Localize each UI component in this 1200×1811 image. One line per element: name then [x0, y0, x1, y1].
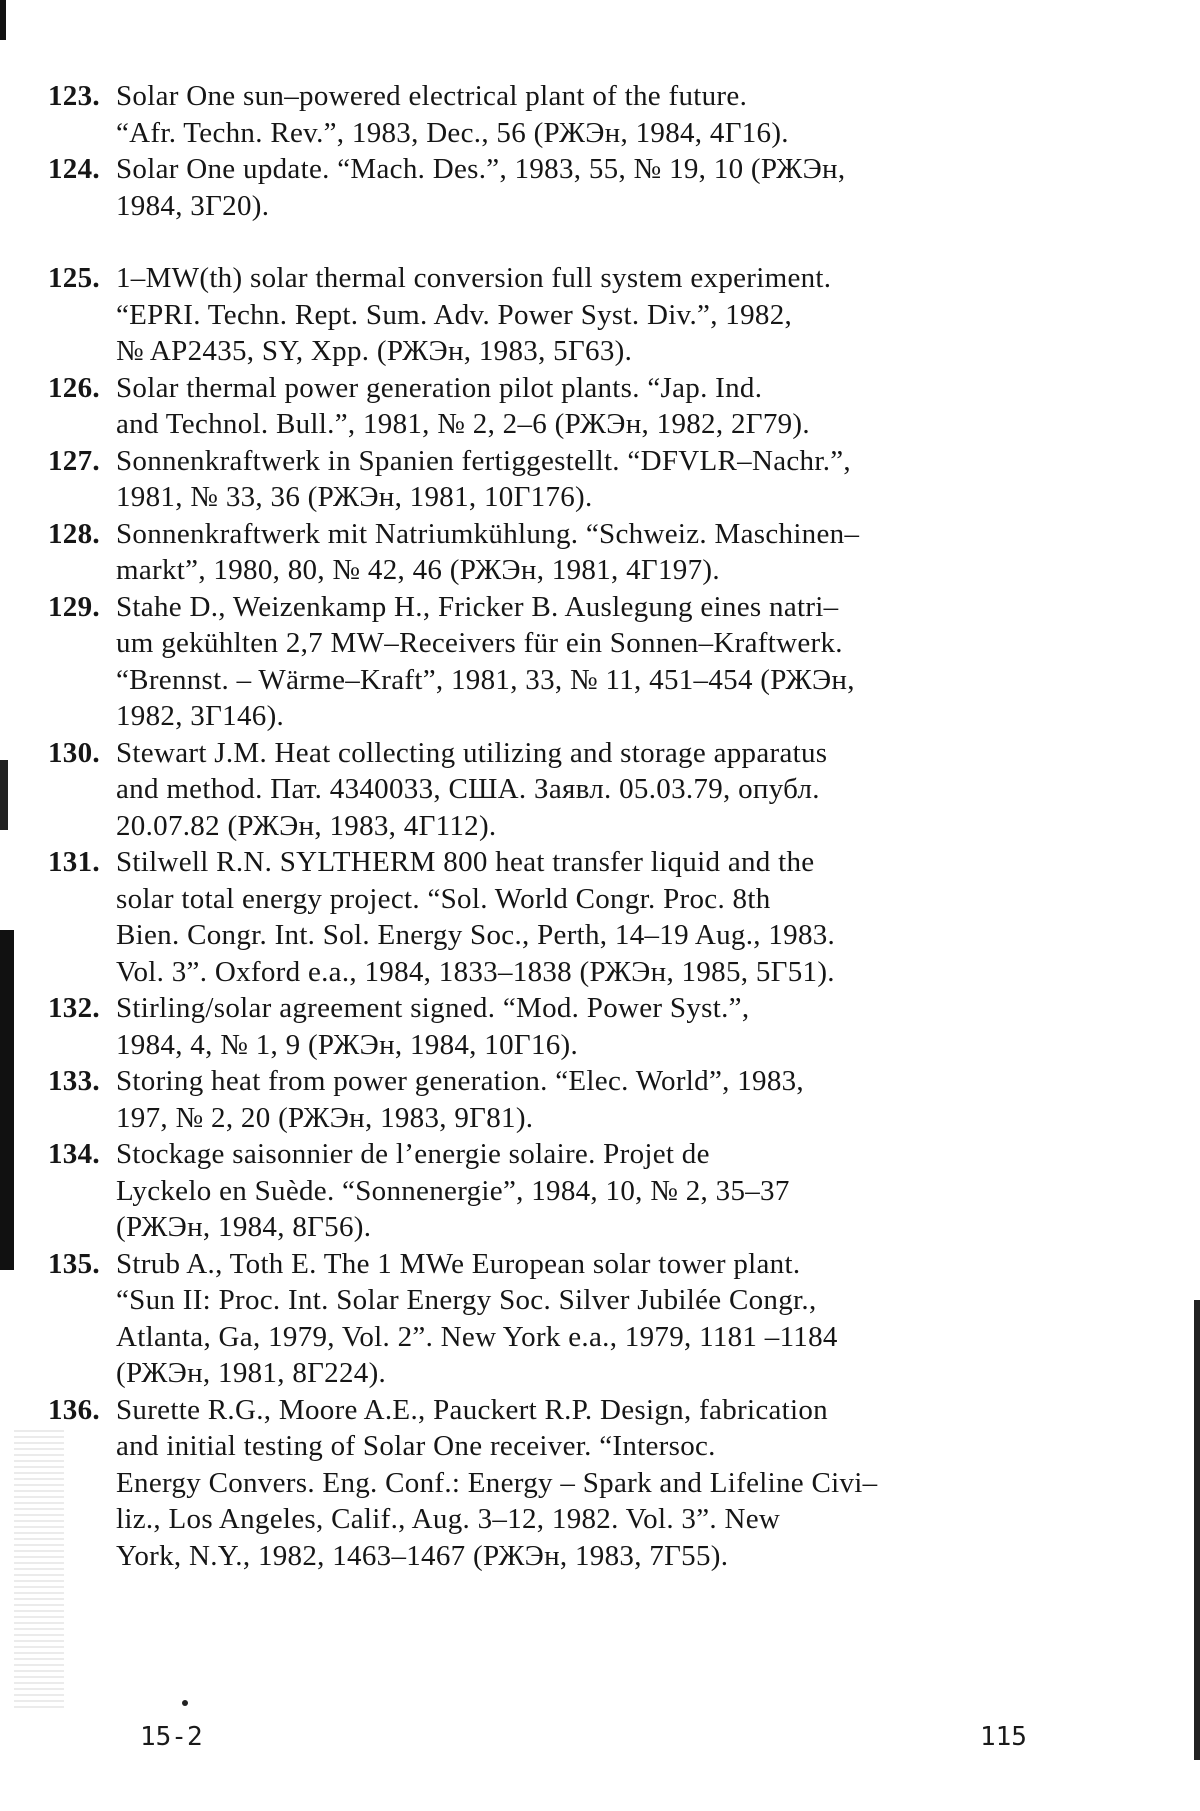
- entry-line: Stewart J.M. Heat collecting utilizing and storage apparatus: [116, 736, 828, 769]
- entry-line: (РЖЭн, 1984, 8Г56).: [116, 1211, 372, 1243]
- bibliography-entry: [48, 370, 1048, 443]
- bibliography-entry: [48, 589, 1048, 735]
- section-code: 15-2: [140, 1722, 203, 1752]
- entry-number: 131.: [48, 846, 100, 878]
- entry-line: Atlanta, Ga, 1979, Vol. 2”. New York e.a., 1979, 1181 –1184: [116, 1320, 838, 1353]
- entry-line: markt”, 1980, 80, № 42, 46 (РЖЭн, 1981, 4Г197).: [116, 554, 720, 586]
- bibliography-entry: [48, 260, 1048, 370]
- entry-line: Surette R.G., Moore A.E., Pauckert R.P. Design, fabrication: [116, 1393, 828, 1426]
- bibliography-entry: [48, 844, 1048, 990]
- entry-text: [116, 990, 1048, 1063]
- bibliography-entry: [48, 990, 1048, 1063]
- entry-line: Storing heat from power generation. “Elec. World”, 1983,: [116, 1065, 804, 1097]
- entry-line: “EPRI. Techn. Rept. Sum. Adv. Power Syst. Div.”, 1982,: [116, 298, 793, 331]
- entry-text: [116, 151, 1048, 224]
- bibliography-entry: [48, 1246, 1048, 1392]
- entry-line: York, N.Y., 1982, 1463–1467 (РЖЭн, 1983, 7Г55).: [116, 1539, 729, 1572]
- entry-line: and initial testing of Solar One receiver. “Intersoc.: [116, 1430, 716, 1462]
- entry-line: Bien. Congr. Int. Sol. Energy Soc., Perth, 14–19 Aug., 1983.: [116, 919, 836, 951]
- entry-text: [116, 589, 1048, 735]
- entry-line: solar total energy project. “Sol. World Congr. Proc. 8th: [116, 882, 771, 915]
- entry-line: 197, № 2, 20 (РЖЭн, 1983, 9Г81).: [116, 1101, 534, 1134]
- scan-edge-shadow: [1194, 1300, 1200, 1760]
- entry-line: Stirling/solar agreement signed. “Mod. Power Syst.”,: [116, 992, 750, 1024]
- entry-line: Solar thermal power generation pilot plants. “Jap. Ind.: [116, 371, 763, 404]
- entry-text: [116, 1392, 1048, 1575]
- entry-number: 125.: [48, 262, 100, 294]
- entry-text: [116, 1246, 1048, 1392]
- entry-text: [116, 844, 1048, 990]
- entry-line: 1984, 4, № 1, 9 (РЖЭн, 1984, 10Г16).: [116, 1028, 579, 1061]
- bibliography-entry: [48, 78, 1048, 151]
- entry-line: Solar One update. “Mach. Des.”, 1983, 55, № 19, 10 (РЖЭн,: [116, 153, 846, 185]
- entry-number: 124.: [48, 153, 100, 185]
- entry-number: 132.: [48, 992, 100, 1024]
- bibliography-entry: [48, 151, 1048, 224]
- entry-line: “Sun II: Proc. Int. Solar Energy Soc. Silver Jubilée Congr.,: [116, 1284, 817, 1316]
- entry-line: and method. Пат. 4340033, США. Заявл. 05.03.79, опубл.: [116, 773, 820, 805]
- bibliography-page: [48, 78, 1048, 1574]
- entry-text: [116, 735, 1048, 845]
- entry-line: um gekühlten 2,7 MW–Receivers für ein Sonnen–Kraftwerk.: [116, 627, 843, 659]
- bibliography-entry: [48, 516, 1048, 589]
- entry-gap: [48, 224, 1048, 260]
- entry-line: and Technol. Bull.”, 1981, № 2, 2–6 (РЖЭн, 1982, 2Г79).: [116, 408, 810, 440]
- entry-number: 134.: [48, 1138, 100, 1170]
- entry-text: [116, 1136, 1048, 1246]
- entry-text: [116, 1063, 1048, 1136]
- entry-line: Sonnenkraftwerk in Spanien fertiggestellt. “DFVLR–Nachr.”,: [116, 444, 851, 477]
- entry-line: liz., Los Angeles, Calif., Aug. 3–12, 1982. Vol. 3”. New: [116, 1503, 781, 1535]
- entry-line: “Brennst. – Wärme–Kraft”, 1981, 33, № 11, 451–454 (РЖЭн,: [116, 663, 855, 696]
- scan-edge-shadow: [0, 930, 14, 1270]
- entry-text: [116, 260, 1048, 370]
- entry-line: Stahe D., Weizenkamp H., Fricker B. Auslegung eines natri–: [116, 590, 839, 623]
- entry-line: Strub A., Toth E. The 1 MWe European solar tower plant.: [116, 1247, 801, 1280]
- entry-number: 127.: [48, 444, 100, 477]
- bibliography-entry: [48, 1136, 1048, 1246]
- entry-line: Stilwell R.N. SYLTHERM 800 heat transfer liquid and the: [116, 846, 815, 878]
- entry-text: [116, 370, 1048, 443]
- entry-line: 1981, № 33, 36 (РЖЭн, 1981, 10Г176).: [116, 481, 593, 513]
- bibliography-entry: [48, 443, 1048, 516]
- entry-text: [116, 443, 1048, 516]
- entry-number: 123.: [48, 80, 100, 112]
- entry-number: 136.: [48, 1393, 100, 1426]
- entry-line: (РЖЭн, 1981, 8Г224).: [116, 1357, 387, 1389]
- entry-number: 130.: [48, 736, 100, 769]
- entry-text: [116, 78, 1048, 151]
- entry-line: 1–MW(th) solar thermal conversion full system experiment.: [116, 262, 832, 294]
- entry-number: 128.: [48, 517, 100, 550]
- entry-line: “Afr. Techn. Rev.”, 1983, Dec., 56 (РЖЭн, 1984, 4Г16).: [116, 116, 789, 149]
- entry-number: 129.: [48, 590, 100, 623]
- entry-number: 133.: [48, 1065, 100, 1097]
- entry-text: [116, 516, 1048, 589]
- entry-line: Sonnenkraftwerk mit Natriumkühlung. “Schweiz. Maschinen–: [116, 517, 860, 550]
- bibliography-entry: [48, 1392, 1048, 1575]
- entry-line: 20.07.82 (РЖЭн, 1983, 4Г112).: [116, 809, 497, 842]
- entry-line: 1982, 3Г146).: [116, 700, 285, 732]
- scan-dot: [182, 1700, 188, 1706]
- page-number: 115: [980, 1722, 1027, 1752]
- bibliography-entry: [48, 1063, 1048, 1136]
- entry-line: Lyckelo en Suède. “Sonnenergie”, 1984, 10, № 2, 35–37: [116, 1174, 790, 1207]
- entry-line: Stockage saisonnier de l’energie solaire. Projet de: [116, 1138, 710, 1170]
- entry-line: № AP2435, SY, Xpp. (РЖЭн, 1983, 5Г63).: [116, 335, 633, 367]
- scan-edge-mark: [0, 0, 6, 40]
- entry-line: 1984, 3Г20).: [116, 189, 270, 222]
- entry-line: Vol. 3”. Oxford e.a., 1984, 1833–1838 (РЖЭн, 1985, 5Г51).: [116, 955, 835, 988]
- entry-number: 135.: [48, 1247, 100, 1280]
- scan-edge-mark: [0, 760, 8, 830]
- bibliography-entry: [48, 735, 1048, 845]
- entry-number: 126.: [48, 371, 100, 404]
- entry-line: Energy Convers. Eng. Conf.: Energy – Spark and Lifeline Civi–: [116, 1466, 878, 1499]
- entry-line: Solar One sun–powered electrical plant of the future.: [116, 80, 748, 112]
